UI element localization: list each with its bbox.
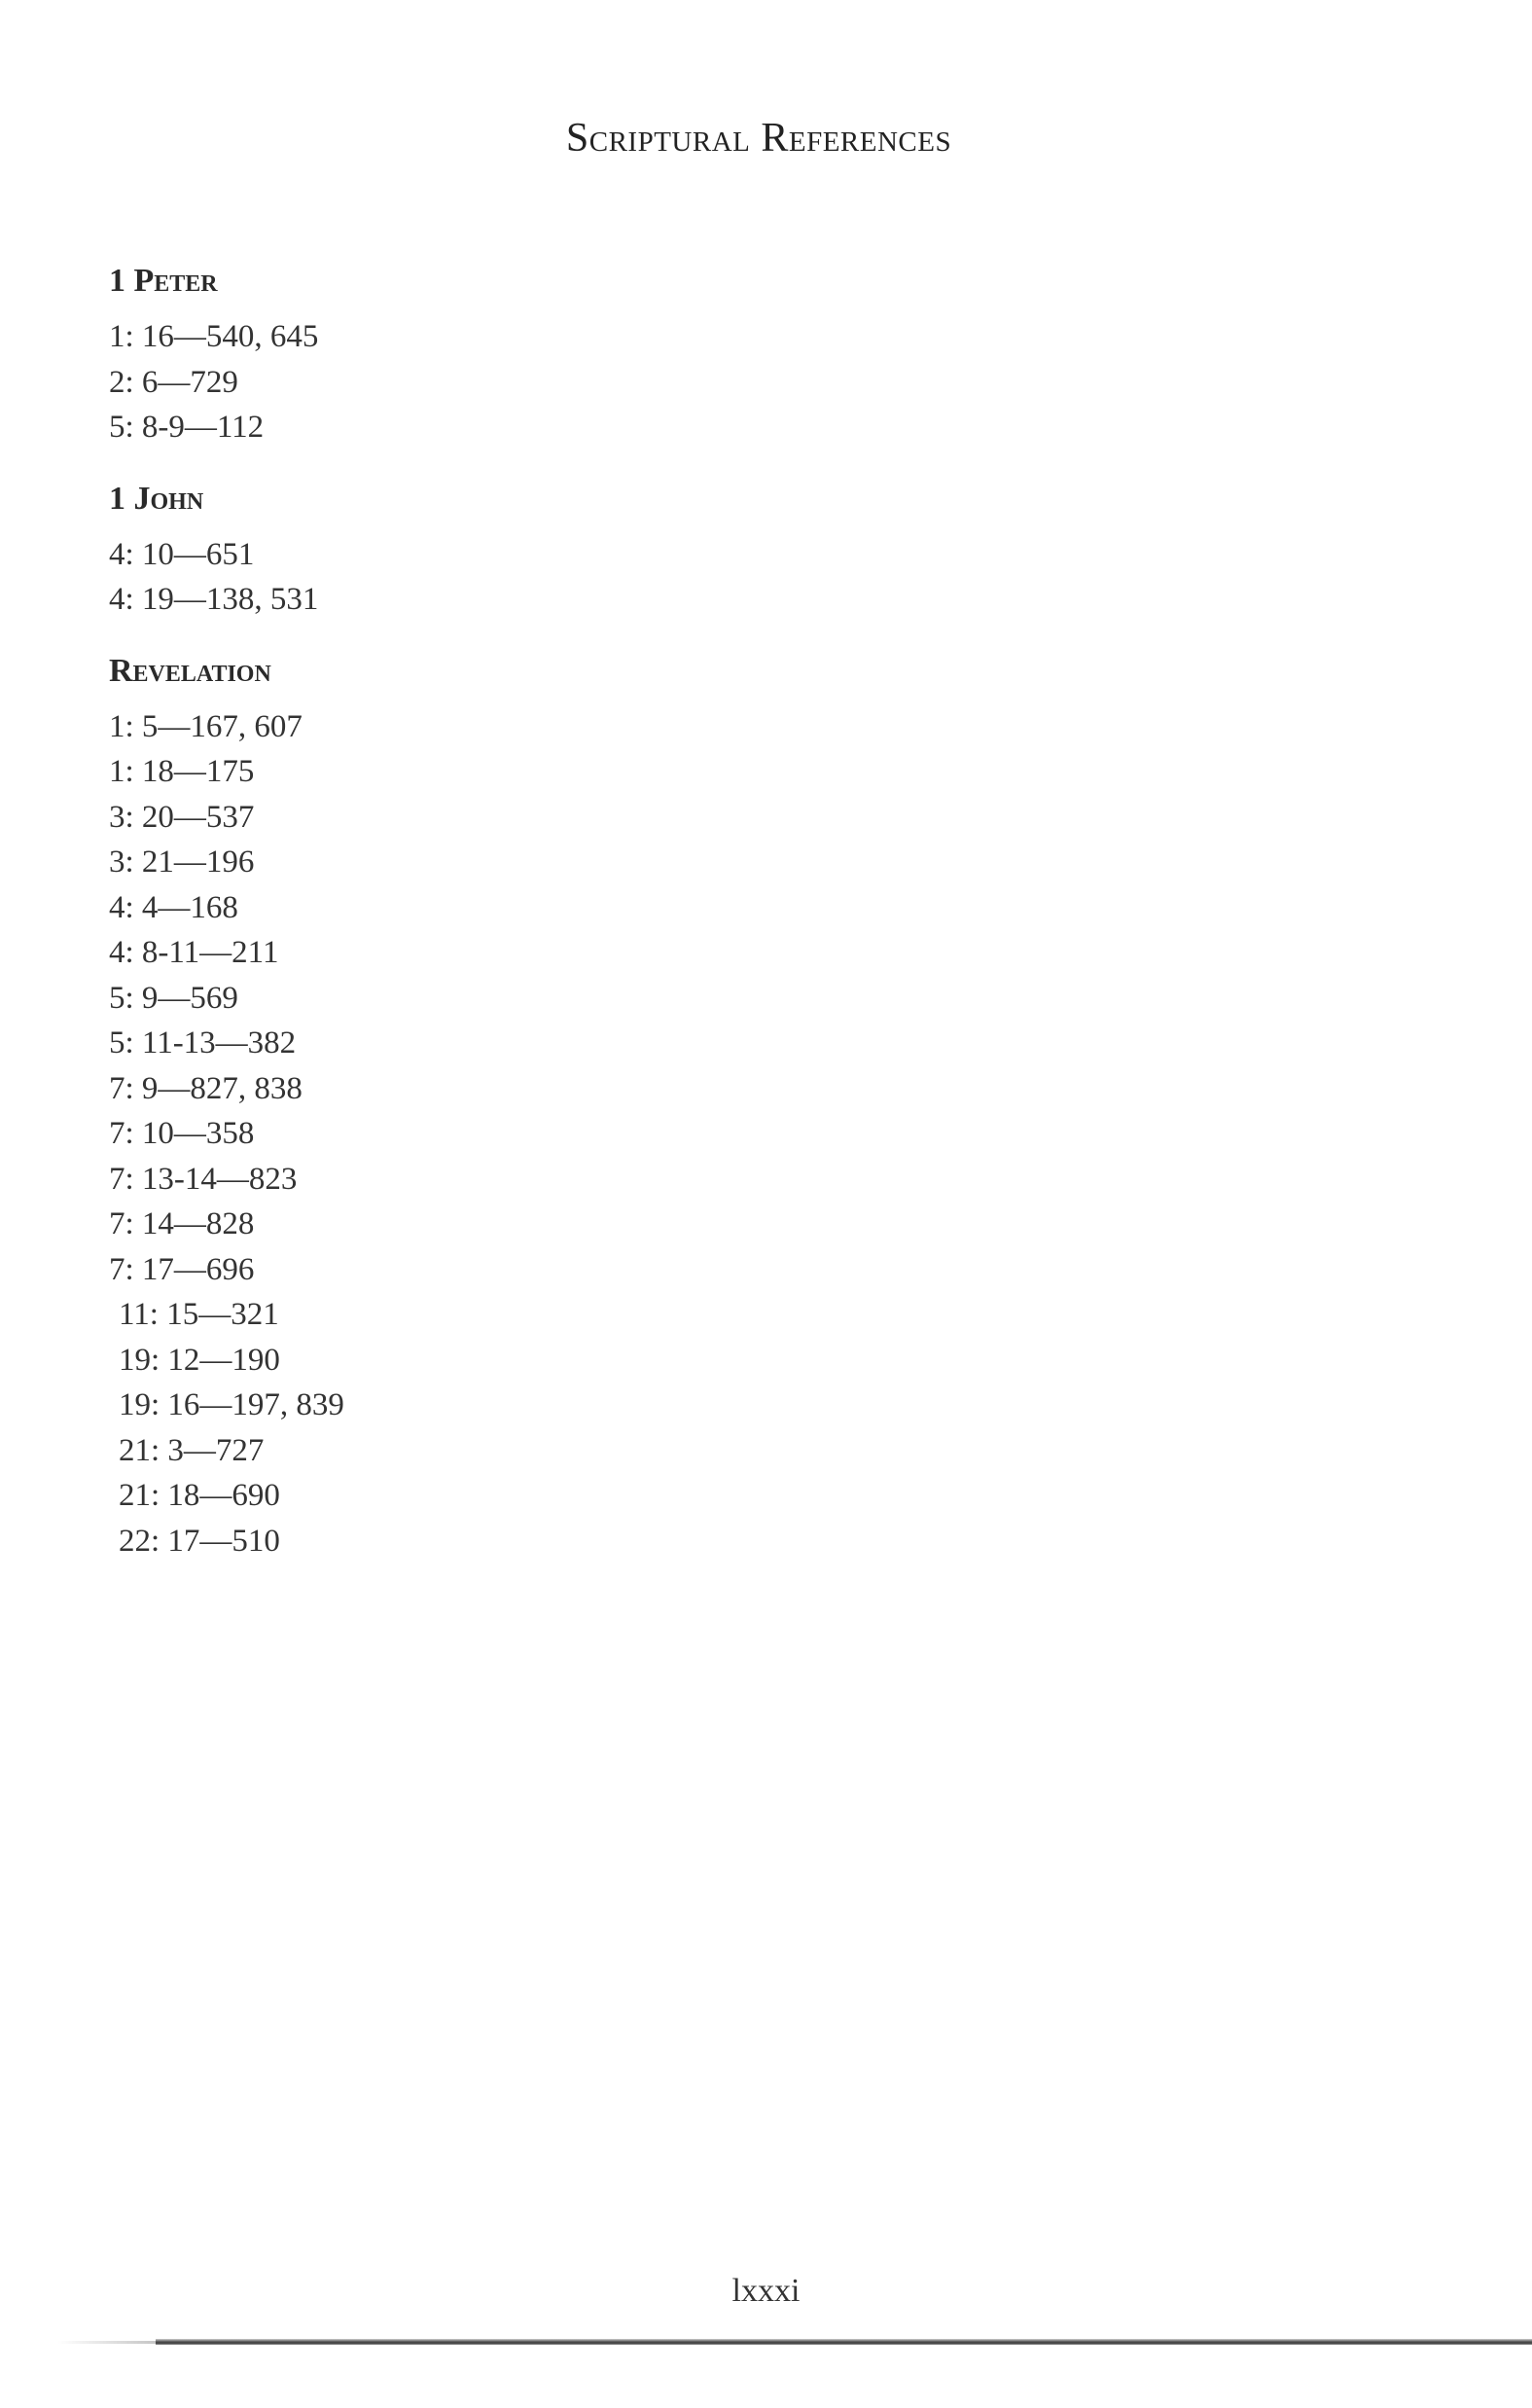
reference-item: 5: 9—569 xyxy=(109,980,238,1016)
book-section-1-peter xyxy=(109,258,790,450)
book-heading: Revelation xyxy=(109,652,271,689)
reference-item: 4: 19—138, 531 xyxy=(109,582,319,617)
reference-item: 1: 18—175 xyxy=(109,754,255,789)
reference-item: 4: 10—651 xyxy=(109,536,255,572)
reference-item: 1: 5—167, 607 xyxy=(109,708,303,744)
reference-item: 19: 16—197, 839 xyxy=(119,1387,344,1422)
book-heading: 1 John xyxy=(109,480,204,517)
reference-item: 4: 8-11—211 xyxy=(109,935,279,970)
reference-item: 4: 4—168 xyxy=(109,889,238,925)
reference-item: 7: 14—828 xyxy=(109,1206,255,1241)
reference-item: 21: 18—690 xyxy=(119,1478,280,1513)
reference-item: 7: 9—827, 838 xyxy=(109,1070,303,1106)
book-section-revelation xyxy=(109,648,790,1564)
page-number: lxxxi xyxy=(731,2273,801,2309)
reference-list xyxy=(109,704,790,1564)
reference-item: 7: 13-14—823 xyxy=(109,1161,298,1197)
reference-item: 7: 17—696 xyxy=(109,1251,255,1287)
reference-item: 1: 16—540, 645 xyxy=(109,319,319,354)
reference-item: 19: 12—190 xyxy=(119,1342,280,1378)
reference-item: 5: 8-9—112 xyxy=(109,410,265,445)
reference-item: 7: 10—358 xyxy=(109,1116,255,1151)
reference-list xyxy=(109,314,790,450)
reference-item: 11: 15—321 xyxy=(119,1297,279,1332)
page-title: Scriptural References xyxy=(565,116,952,161)
reference-item: 3: 20—537 xyxy=(109,799,255,835)
bottom-rule xyxy=(156,2339,1532,2345)
reference-item: 5: 11-13—382 xyxy=(109,1025,297,1060)
reference-item: 3: 21—196 xyxy=(109,845,255,880)
book-heading: 1 Peter xyxy=(109,263,218,299)
reference-list xyxy=(109,532,790,623)
reference-item: 21: 3—727 xyxy=(119,1432,265,1468)
reference-item: 2: 6—729 xyxy=(109,364,238,400)
references-content xyxy=(109,258,790,1589)
book-section-1-john xyxy=(109,476,790,623)
reference-item: 22: 17—510 xyxy=(119,1523,280,1559)
